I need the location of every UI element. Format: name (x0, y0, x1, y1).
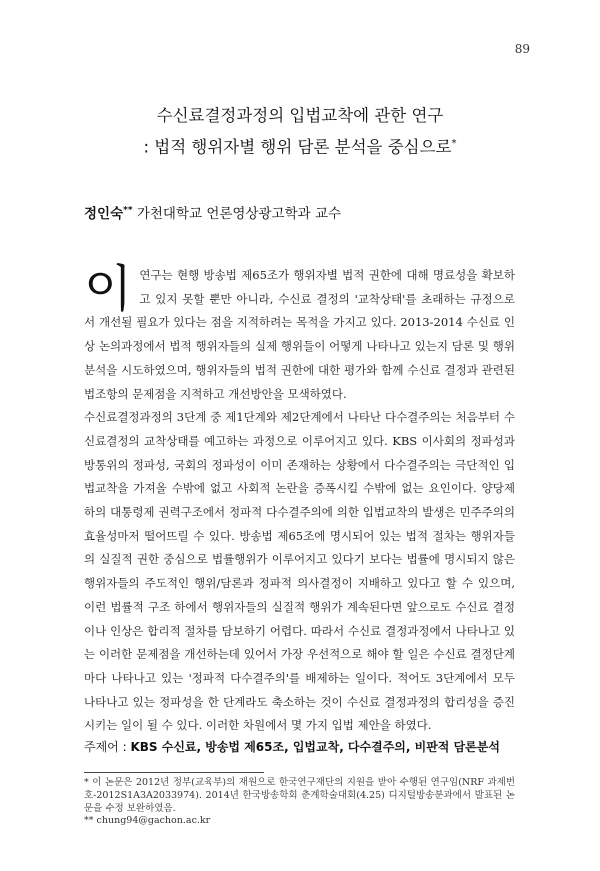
abstract-paragraph-2: 수신료결정과정의 3단계 중 제1단계와 제2단계에서 나타난 다수결주의는 처음부터 수신료결정의 교착상태를 예고하는 과정으로 이루어지고 있다. KBS 이사회의 정파성과 방통위의 정파성, 국회의 정파성이 이미 존재하는 상황에서 다수결주의는 극단적인 입법교착을 가져올 수밖에 없고 사회적 논란을 증폭시킬 수밖에 없는 요인이다. 양당제 하의 대통령제 권력구조에서 정파적 다수결주의에 의한 입법교착의 발생은 민주주의의 효율성마저 떨어뜨릴 수 있다. 방송법 제65조에 명시되어 있는 법적 절차는 행위자들의 실질적 권한 중심으로 법률행위가 이루어지고 있다기 보다는 법률에 명시되지 않은 행위자들의 주도적인 행위/담론과 정파적 의사결정이 지배하고 있다고 할 수 있으며, 이런 법률적 구조 하에서 행위자들의 실질적 행위가 계속된다면 앞으로도 수신료 결정이나 인상은 합리적 절차를 담보하기 어렵다. 따라서 수신료 결정과정에서 나타나고 있는 이러한 문제점을 개선하는데 있어서 가장 우선적으로 해야 할 일은 수신료 결정단계마다 나타나고 있는 '정파적 다수결주의'를 배제하는 일이다. 적어도 3단계에서 모두 나타나고 있는 정파성을 한 단계라도 축소하는 것이 수신료 결정과정의 합리성을 증진시키는 일이 될 수 있다. 이러한 차원에서 몇 가지 입법 제안을 하였다. (84, 410, 515, 733)
author-name: 정인숙 (84, 206, 124, 222)
page-number: 89 (514, 42, 530, 56)
drop-cap: 이 (84, 260, 133, 318)
footnote-divider (84, 772, 264, 773)
abstract-paragraph-1-text: 연구는 현행 방송법 제65조가 행위자별 법적 권한에 대해 명료성을 확보하고 있지 못할 뿐만 아니라, 수신료 결정의 '교착상태'를 초래하는 규정으로서 개선될 필요가 있다는 점을 지적하려는 목적을 가지고 있다. 2013-2014 수신료 인상 논의과정에서 법적 행위자들의 실제 행위들이 어떻게 나타나고 있는지 담론 및 행위분석을 시도하였으며, 행위자들의 법적 권한에 대한 평가와 함께 수신료 결정과 관련된 법조항의 문제점을 지적하고 개선방안을 모색하였다. (84, 268, 515, 401)
title-line-2 (0, 130, 600, 162)
keywords-values: KBS 수신료, 방송법 제65조, 입법교착, 다수결주의, 비판적 담론분석 (130, 740, 500, 754)
paper-title (0, 102, 600, 162)
author-line (84, 202, 341, 222)
abstract-paragraph-1 (84, 260, 515, 406)
footnote-funding: * 이 논문은 2012년 정부(교육부)의 재원으로 한국연구재단의 지원을 받아 수행된 연구임(NRF 과제번호-2012S1A3A2033974). 2014년 한국방송학회 춘계학술대회(4.25) 디지털방송분과에서 발표된 논문을 수정 보완하였음. (84, 777, 515, 814)
title-footnote-marker: * (451, 138, 457, 149)
keywords (84, 738, 524, 755)
footnote-email: ** chung94@gachon.ac.kr (84, 815, 211, 827)
abstract (84, 260, 515, 738)
author-affiliation: 가천대학교 언론영상광고학과 교수 (136, 206, 342, 222)
author-footnote-marker: ** (123, 205, 133, 216)
title-line-1: 수신료결정과정의 입법교착에 관한 연구 (156, 106, 444, 125)
title-line-2-text: : 법적 행위자별 행위 담론 분석을 중심으로 (143, 137, 452, 157)
footnotes (84, 777, 515, 828)
keywords-label: 주제어 : (84, 740, 127, 754)
